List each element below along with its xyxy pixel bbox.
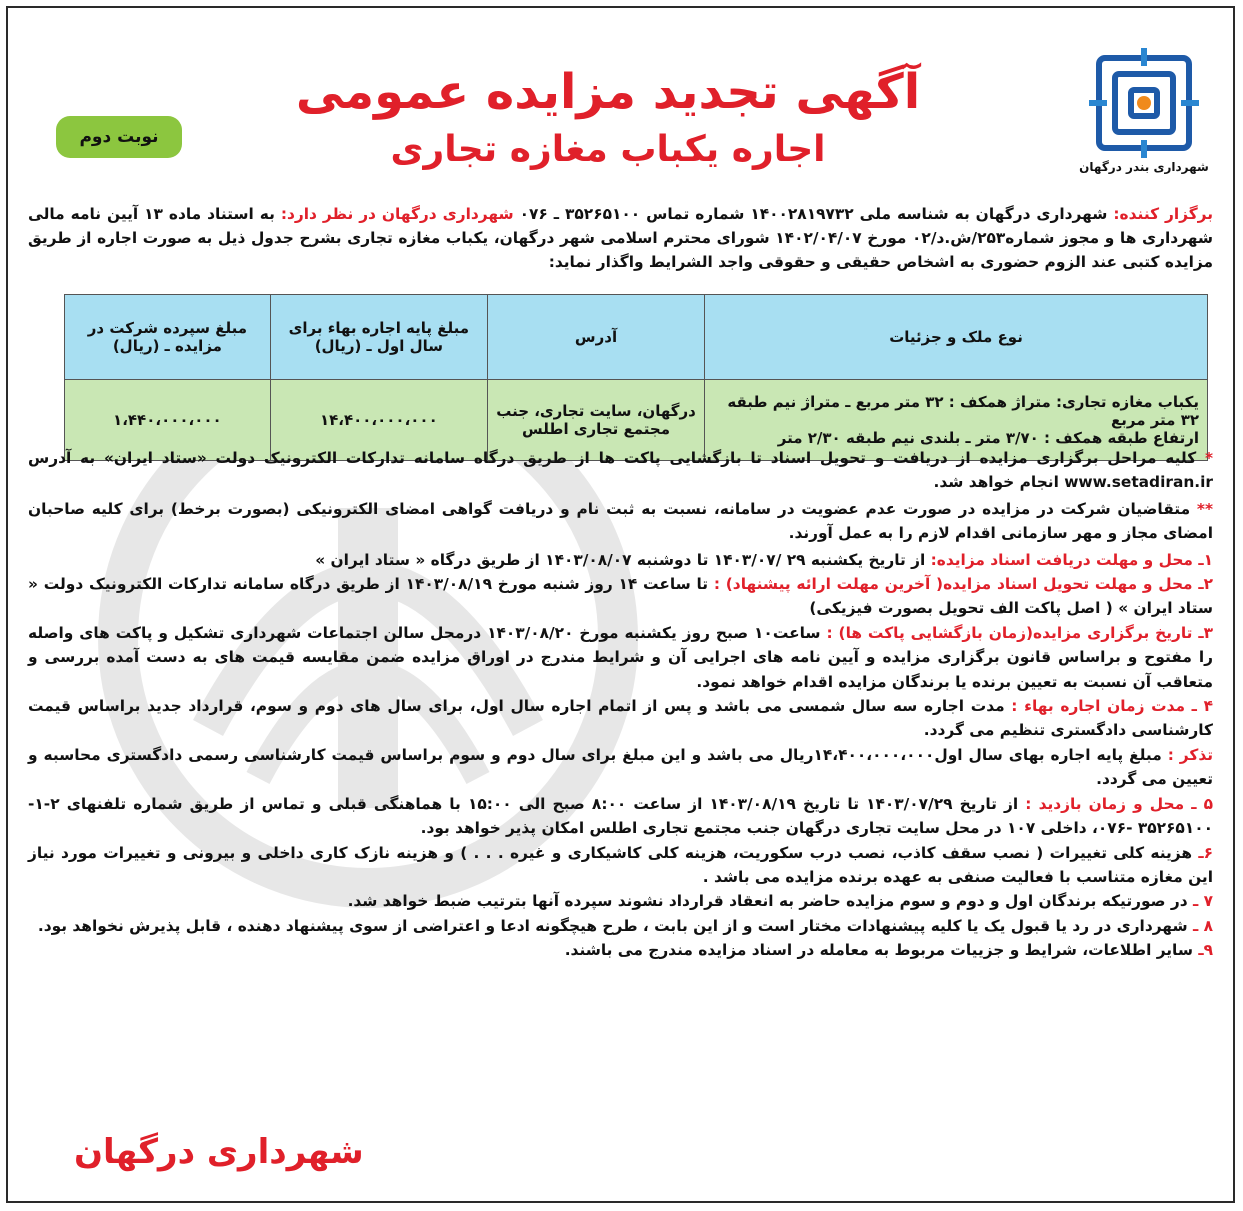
page-title: آگهی تجدید مزایده عمومی (295, 64, 921, 120)
header-base-rent: مبلغ پایه اجاره بهاء برای سال اول ـ (ریال) (270, 295, 487, 380)
page-subtitle: اجاره یکباب مغازه تجاری (390, 129, 826, 170)
item-6-label: ۶ـ (1198, 843, 1214, 862)
item-8-label: ۸ ـ (1192, 916, 1213, 935)
header-deposit: مبلغ سپرده شرکت در مزایده ـ (ریال) (65, 295, 271, 380)
property-table (64, 294, 1208, 461)
item-2-label: ۲ـ محل و مهلت تحویل اسناد مزایده( آخرین مهلت ارائه پیشنهاد) : (713, 575, 1214, 594)
reminder (28, 743, 1213, 792)
table-header-row (65, 295, 1208, 380)
note-1-text: کلیه مراحل برگزاری مزایده از دریافت و تحویل اسناد تا بازگشایی پاکت ها از طریق درگاه سامانه تدارکات الکترونیک دولت «ستاد ایران» به آدرس www.setadiran.ir انجام خواهد شد. (28, 449, 1213, 492)
item-3-label: ۳ـ تاریخ برگزاری مزایده(زمان بازگشایی پاکت ها) : (826, 623, 1214, 642)
reminder-text: مبلغ پایه اجاره بهای سال اول۱۴،۴۰۰،۰۰۰،۰۰۰ریال می باشد و این مبلغ برای سال دوم و سوم براساس قیمت کارشناسی رسمی دادگستری محاسبه و تعیین می گردد. (28, 745, 1213, 789)
intro-text: به استناد ماده ۱۳ آیین نامه مالی شهرداری ها و مجوز شماره۲۵۳/ش.د/۰۲ مورخ ۱۴۰۲/۰۴/۰۷ شورای محترم اسلامی شهر درگهان، یکباب مغازه تجاری بشرح جدول ذیل به صورت اجاره از طریق مزایده کتبی عند الزوم حضوری به اشخاص حقیقی و حقوقی واجد الشرایط واگذار نماید: (28, 205, 1213, 271)
notice-frame (6, 6, 1235, 1203)
notice-body (28, 446, 1213, 963)
item-7-label: ۷ ـ (1192, 892, 1213, 911)
logo-pattern-icon (1089, 48, 1199, 158)
item-4-label: ۴ ـ مدت زمان اجاره بهاء : (1011, 697, 1213, 716)
item-3 (28, 621, 1213, 694)
note-2-text: متقاضیان شرکت در مزایده در صورت عدم عضویت در سامانه، نسبت به ثبت نام و دریافت گواهی امضای الکترونیکی (بصورت برخط) برای کلیه صاحبان امضای مجاز و مهر سازمانی اقدام لازم را به عمل آورند. (28, 499, 1213, 543)
item-8 (28, 914, 1213, 938)
item-9-label: ۹ـ (1198, 941, 1213, 960)
item-3-text: ساعت۱۰ صبح روز یکشنبه مورخ ۱۴۰۳/۰۸/۲۰ درمحل سالن اجتماعات شهرداری تشکیل و پاکت های واصله را مفتوح و براساس قانون برگزاری مزایده و آیین نامه های اجرایی آن و شرایط مندرج در اوراق مزایده ضمن مقایسه قیمت های به دست آمده بررسی و متعاقب آن نسبت به تعیین برنده یا برندگان مزایده اقدام خواهد نمود. (28, 623, 1213, 691)
item-5-label: ۵ ـ محل و زمان بازدید : (1025, 794, 1214, 813)
organizer-text: شهرداری درگهان به شناسه ملی ۱۴۰۰۲۸۱۹۷۳۲ شماره تماس ۳۵۲۶۵۱۰۰ ـ ۰۷۶ (519, 205, 1108, 223)
item-6 (28, 841, 1213, 890)
item-4-text: مدت اجاره سه سال شمسی می باشد و پس از اتمام اجاره سال اول، برای سال های دوم و سوم، قرارداد جدید براساس قیمت کارشناسی دادگستری تنظیم می گردد. (28, 697, 1213, 740)
cell-type-line2: ارتفاع طبقه همکف : ۳/۷۰ متر ـ بلندی نیم طبقه ۲/۳۰ متر (777, 429, 1199, 447)
item-9-text: سایر اطلاعات، شرایط و جزییات مربوط به معامله در اسناد مزایده مندرج می باشند. (564, 941, 1193, 960)
header-address: آدرس (487, 295, 704, 380)
cell-type-line1: یکباب مغازه تجاری: متراژ همکف : ۳۲ متر مربع ـ متراژ نیم طبقه ۳۲ متر مربع (727, 393, 1199, 429)
organizer-label: برگزار کننده: (1113, 205, 1214, 223)
cell-deposit: ۱،۴۴۰،۰۰۰،۰۰۰ (65, 380, 271, 461)
item-4 (28, 694, 1213, 743)
intro-paragraph (28, 202, 1213, 274)
round-badge: نوبت دوم (56, 116, 182, 158)
cell-address: درگهان، سایت تجاری، جنب مجتمع تجاری اطلس (487, 380, 704, 461)
item-1-text: از تاریخ یکشنبه ۲۹ /۱۴۰۳/۰۷ تا دوشنبه ۱۴۰۳/۰۸/۰۷ از طریق درگاه « ستاد ایران » (315, 550, 926, 569)
signature: شهرداری درگهان (74, 1132, 364, 1172)
item-1-label: ۱ـ محل و مهلت دریافت اسناد مزایده: (930, 550, 1213, 569)
logo-caption: شهرداری بندر درگهان (1079, 160, 1209, 174)
item-1 (28, 548, 1213, 572)
item-9 (28, 938, 1213, 962)
item-6-text: هزینه کلی تغییرات ( نصب سقف کاذب، نصب درب سکوریت، هزینه کلی کاشیکاری و غیره . . . ) و هزینه نازک کاری داخلی و بیرونی و تغییرات مورد نیاز این مغازه متناسب با فعالیت صنفی به عهده برنده مزایده می باشد . (28, 843, 1213, 886)
item-5 (28, 792, 1213, 841)
note-1 (28, 446, 1213, 495)
item-5-text: از تاریخ ۱۴۰۳/۰۷/۲۹ تا تاریخ ۱۴۰۳/۰۸/۱۹ از ساعت ۸:۰۰ صبح الی ۱۵:۰۰ با هماهنگی قبلی و تماس از طریق شماره تلفنهای ۲-۱- ۳۵۲۶۵۱۰۰ -۰۷۶، داخلی ۱۰۷ در محل سایت تجاری درگهان جنب مجتمع تجاری اطلس امکان پذیر خواهد بود. (28, 794, 1213, 838)
note-2-mark: ** (1196, 499, 1213, 518)
intent-highlight: شهرداری درگهان در نظر دارد: (280, 205, 514, 223)
cell-base-rent: ۱۴،۴۰۰،۰۰۰،۰۰۰ (270, 380, 487, 461)
municipality-logo (1079, 48, 1209, 174)
note-1-mark: * (1204, 449, 1214, 467)
header-type: نوع ملک و جزئیات (705, 295, 1208, 380)
item-7 (28, 889, 1213, 913)
item-8-text: شهرداری در رد یا قبول یک یا کلیه پیشنهادات مختار است و از این بابت ، طرح هیچگونه ادعا و اعتراضی از سوی پیشنهاد دهنده ، قابل پذیرش نخواهد بود. (37, 916, 1188, 935)
note-2 (28, 497, 1213, 546)
item-2 (28, 572, 1213, 621)
item-2-text: تا ساعت ۱۴ روز شنبه مورخ ۱۴۰۳/۰۸/۱۹ از طریق درگاه سامانه تدارکات الکترونیک دولت « ستاد ایران » ( اصل پاکت الف تحویل بصورت فیزیکی) (28, 575, 1213, 618)
item-7-text: در صورتیکه برندگان اول و دوم و سوم مزایده حاضر به انعقاد قرارداد نشوند سپرده آنها بترتیب ضبط خواهد شد. (347, 892, 1188, 911)
reminder-label: تذکر : (1167, 745, 1213, 764)
